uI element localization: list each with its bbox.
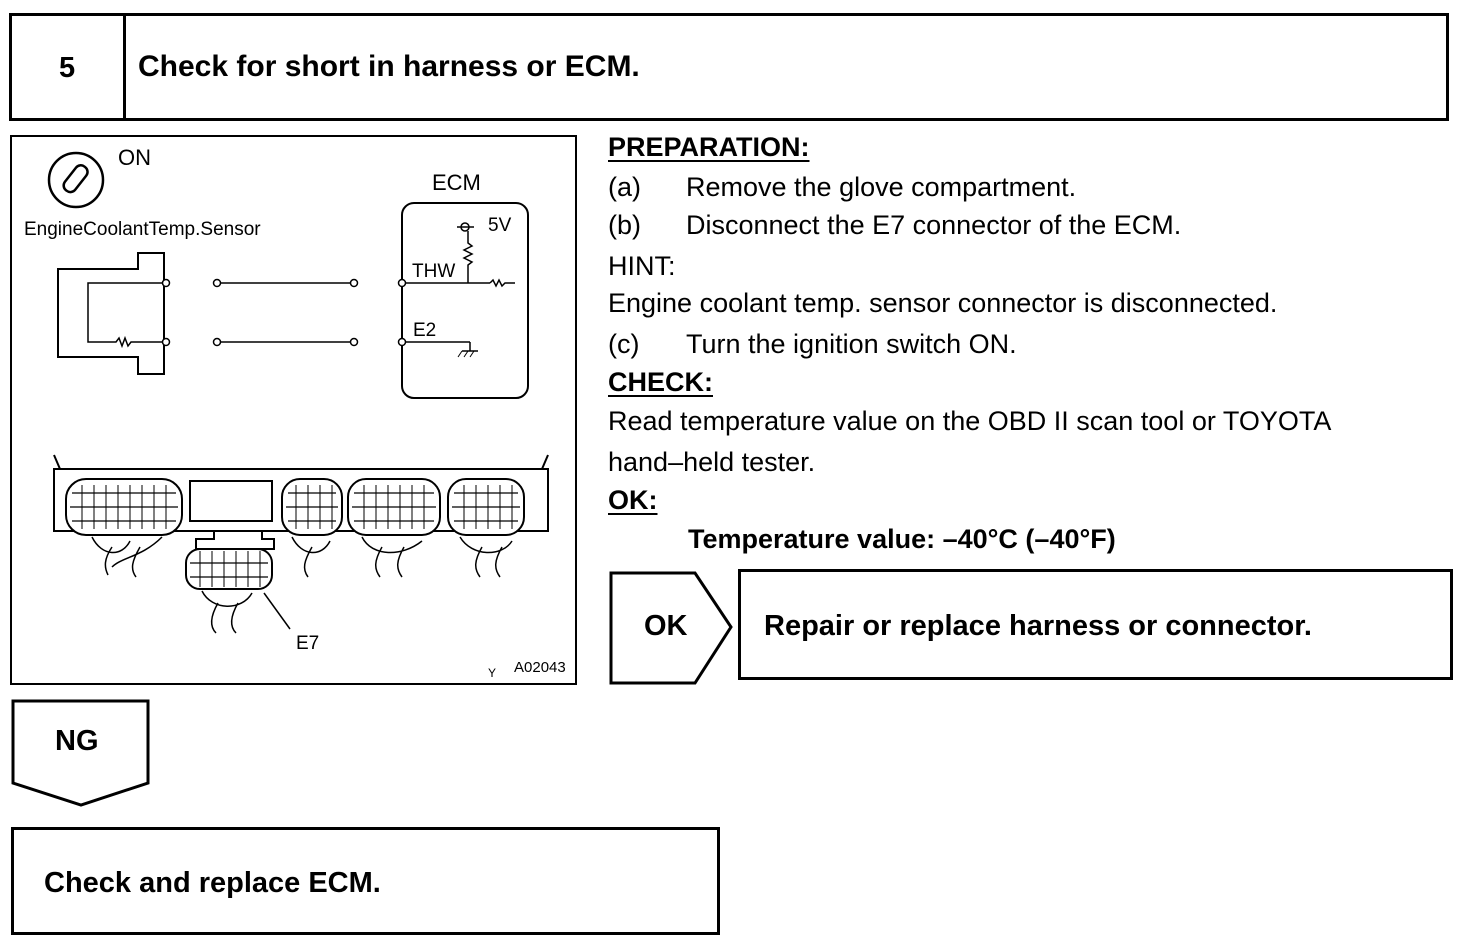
ecm-voltage-label: 5V [488, 215, 512, 236]
hint-text: Engine coolant temp. sensor connector is disconnected. [608, 288, 1278, 318]
wiring-diagram [12, 137, 575, 683]
connector-e7-label: E7 [296, 633, 320, 654]
ok-action-box [738, 569, 1453, 680]
hint-heading: HINT: [608, 251, 676, 281]
ignition-switch-icon [49, 153, 103, 207]
step-c-marker: (c) [608, 329, 640, 359]
step-number-cell [12, 16, 126, 118]
prep-step-a-text: Remove the glove compartment. [686, 172, 1077, 202]
prep-step-b-text: Disconnect the E7 connector of the ECM. [686, 210, 1182, 240]
diagram-figure [10, 135, 577, 685]
ok-spec-heading: OK: [608, 485, 658, 515]
ok-spec-value: Temperature value: –40°C (–40°F) [688, 524, 1116, 554]
preparation-heading: PREPARATION: [608, 132, 810, 162]
ok-branch-label: OK [644, 610, 688, 642]
ng-action-text: Check and replace ECM. [44, 867, 381, 899]
ng-branch-label: NG [55, 725, 99, 757]
check-heading: CHECK: [608, 367, 713, 397]
ecm-label: ECM [432, 170, 481, 195]
step-title: Check for short in harness or ECM. [138, 50, 640, 83]
step-c-text: Turn the ignition switch ON. [686, 329, 1017, 359]
corner-mark: Y [488, 666, 497, 680]
sensor-label: EngineCoolantTemp.Sensor [24, 219, 261, 240]
step-number: 5 [59, 52, 76, 84]
ok-action-text: Repair or replace harness or connector. [764, 610, 1312, 642]
sensor-thermistor [88, 283, 166, 346]
ignition-on-label: ON [118, 145, 151, 170]
check-text-line2: hand–held tester. [608, 447, 816, 477]
step-header [9, 13, 1449, 121]
ecm-pin-e2: E2 [413, 320, 437, 341]
ecm-connector-illustration [54, 455, 548, 633]
figure-code: A02043 [514, 659, 566, 676]
check-text-line1: Read temperature value on the OBD II scan tool or TOYOTA [608, 406, 1332, 436]
ng-action-box [11, 827, 720, 935]
sensor-body [58, 253, 164, 374]
ecm-pin-thw: THW [412, 261, 456, 282]
harness-wires [214, 280, 358, 346]
ground-icon [458, 351, 478, 357]
prep-step-a-marker: (a) [608, 172, 641, 202]
prep-step-b-marker: (b) [608, 210, 641, 240]
